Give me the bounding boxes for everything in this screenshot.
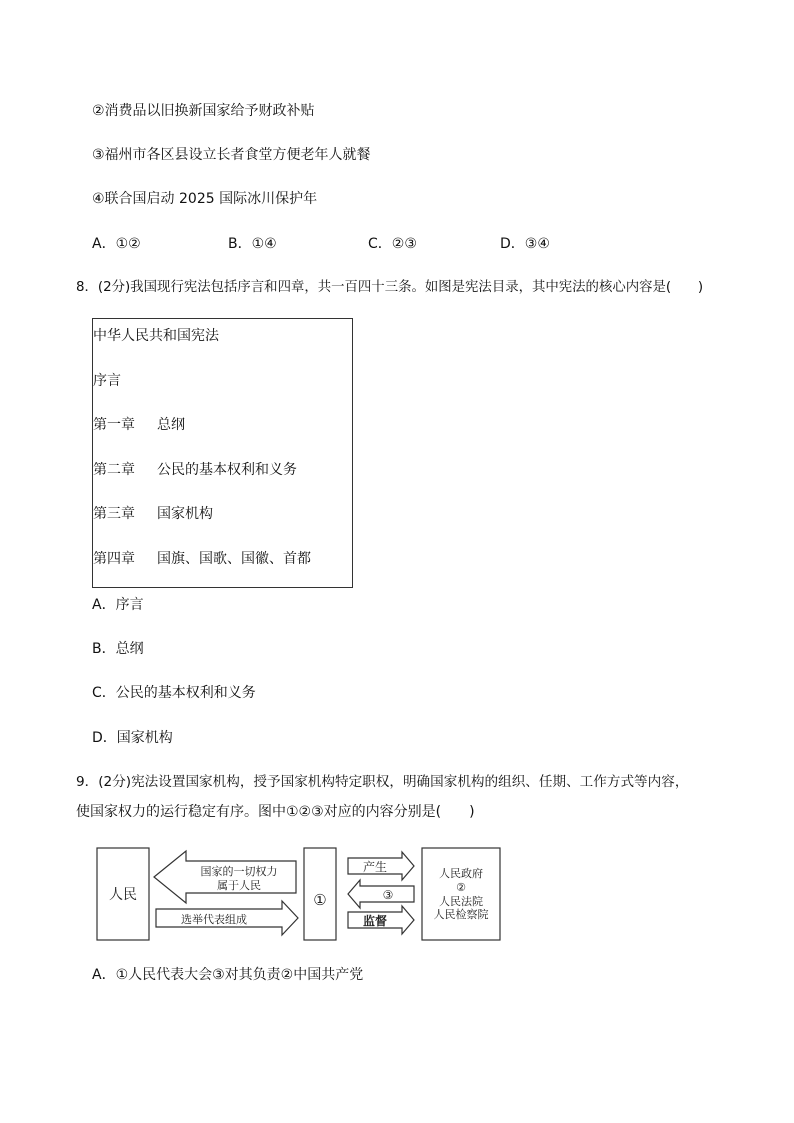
q8-option-b[interactable]: B．总纲 [92,641,144,657]
arrow-produce-label: 产生 [362,860,388,874]
chapter-name: 公民的基本权利和义务 [157,462,297,478]
arrow-top-line2: 属于人民 [217,879,261,892]
organs-box [422,848,500,940]
item-4: ④联合国启动 2025 国际冰川保护年 [92,191,318,207]
organs-line1: 人民政府 [439,867,483,880]
chapter-name: 国旗、国歌、国徽、首都 [157,551,311,567]
chapter-name: 国家机构 [157,506,213,522]
organs-line3: 人民法院 [439,895,483,908]
q8-option-d[interactable]: D．国家机构 [92,730,173,746]
chapter-number: 第三章 [93,506,135,522]
state-organs-diagram [96,845,502,942]
q7-option-b[interactable]: B．①④ [228,236,277,252]
chapter-name: 总纲 [157,417,185,433]
toc-chapter-3 [93,504,213,524]
toc-chapter-2 [93,460,297,480]
arrow-3-shape [348,880,414,908]
q7-option-a[interactable]: A．①② [92,236,141,252]
arrow-3-label: ③ [382,888,394,902]
chapter-number: 第二章 [93,462,135,478]
q7-option-d[interactable]: D．③④ [500,236,550,252]
arrow-bottom-label: 选举代表组成 [181,913,247,926]
toc-title: 中华人民共和国宪法 [93,328,219,344]
toc-chapter-1 [93,415,185,435]
q9-stem-line2: 使国家权力的运行稳定有序。图中①②③对应的内容分别是( ) [76,804,475,820]
people-label: 人民 [109,887,137,903]
q8-option-c[interactable]: C．公民的基本权利和义务 [92,685,256,701]
organs-line2: ② [456,881,466,894]
arrow-top-line1: 国家的一切权力 [200,865,278,878]
q7-option-c[interactable]: C．②③ [368,236,417,252]
item-3: ③福州市各区县设立长者食堂方便老年人就餐 [92,147,371,163]
q9-option-a[interactable]: A．①人民代表大会③对其负责②中国共产党 [92,967,364,983]
item-2: ②消费品以旧换新国家给予财政补贴 [92,103,315,119]
arrow-supervise-label: 监督 [362,914,388,928]
chapter-number: 第一章 [93,417,135,433]
chapter-number: 第四章 [93,551,135,567]
q9-stem-line1: 9．(2分)宪法设置国家机构，授予国家机构特定职权，明确国家机构的组织、任期、工作方式等内容， [76,774,689,790]
q8-option-a[interactable]: A．序言 [92,597,144,613]
constitution-toc [92,318,353,588]
q7-options [92,234,652,254]
toc-chapter-4 [93,549,311,569]
toc-preface: 序言 [93,373,121,389]
organs-line4: 人民检察院 [433,908,489,921]
q8-stem: 8．(2分)我国现行宪法包括序言和四章，共一百四十三条。如图是宪法目录，其中宪法的核心内容是( ) [76,280,704,295]
middle-marker: ① [313,891,327,909]
